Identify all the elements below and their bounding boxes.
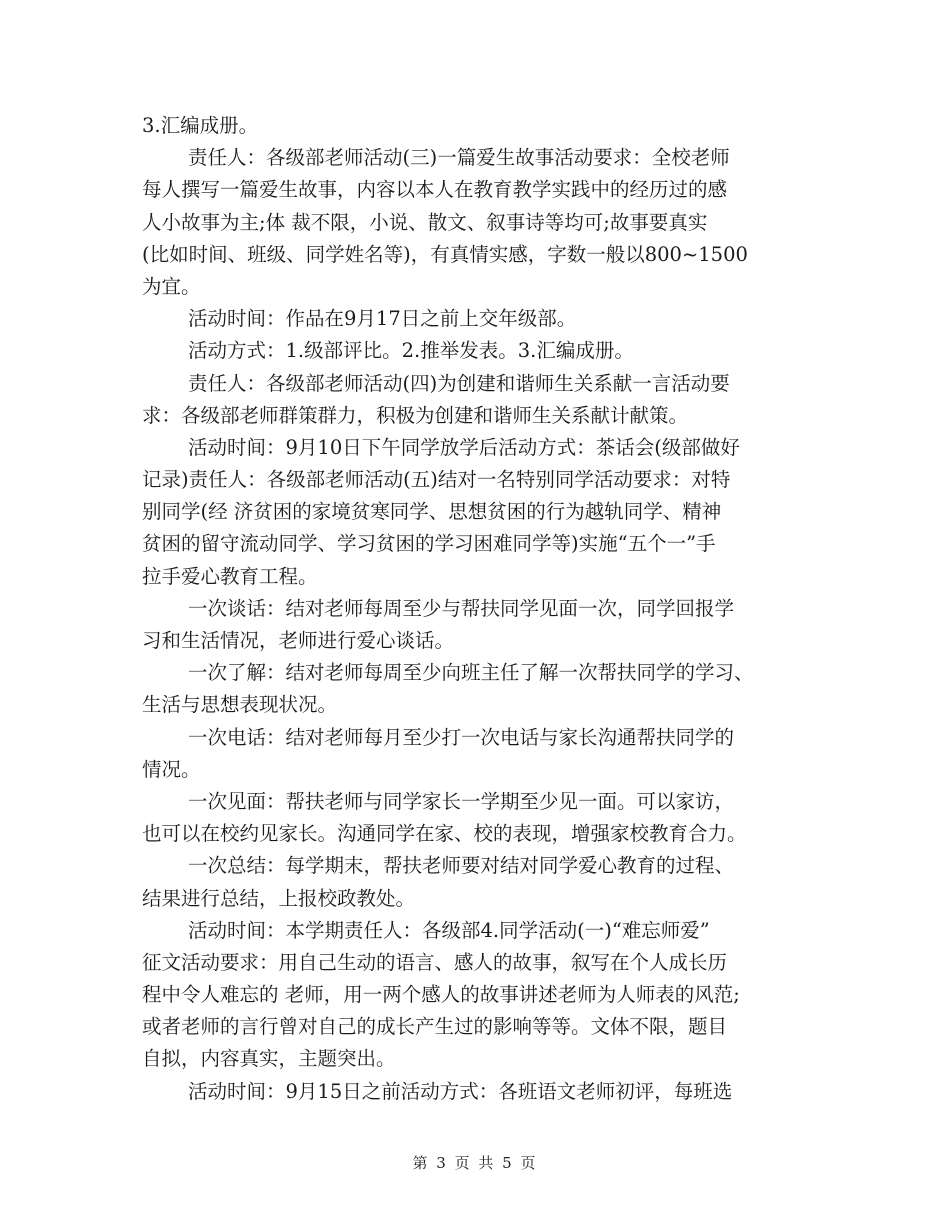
text-line: 一次电话：结对老师每月至少打一次电话与家长沟通帮扶同学的 (188, 725, 735, 749)
text-line: 自拟，内容真实，主题突出。 (142, 1047, 396, 1071)
text-line: 责任人：各级部老师活动(三)一篇爱生故事活动要求：全校老师 (188, 146, 730, 170)
text-line: 别同学(经 济贫困的家境贫寒同学、思想贫困的行为越轨同学、精神 (142, 500, 722, 524)
text-line: 责任人：各级部老师活动(四)为创建和谐师生关系献一言活动要 (188, 371, 730, 395)
text-line: 活动方式：1.级部评比。2.推举发表。3.汇编成册。 (188, 339, 634, 363)
text-line: 贫困的留守流动同学、学习贫困的学习困难同学等)实施“五个一”手 (142, 532, 716, 556)
text-line: 一次总结：每学期末，帮扶老师要对结对同学爱心教育的过程、 (188, 854, 735, 878)
text-line: 习和生活情况，老师进行爱心谈话。 (142, 629, 455, 652)
page-footer: 第 3 页 共 5 页 (412, 1154, 538, 1172)
text-line: 活动时间：本学期责任人：各级部4.同学活动(一)“难忘师爱” (188, 918, 710, 942)
text-line: 程中令人难忘的 老师，用一两个感人的故事讲述老师为人师表的风范; (142, 983, 740, 1007)
text-line: 活动时间：9月10日下午同学放学后活动方式：茶话会(级部做好 (188, 435, 740, 459)
text-line: 一次了解：结对老师每周至少向班主任了解一次帮扶同学的学习、 (188, 661, 754, 685)
text-line: 人小故事为主;体 裁不限，小说、散文、叙事诗等均可;故事要真实 (142, 210, 708, 234)
text-line: 征文活动要求：用自己生动的语言、感人的故事，叙写在个人成长历 (142, 950, 728, 974)
text-line: 求：各级部老师群策群力，积极为创建和谐师生关系献计献策。 (142, 403, 689, 427)
text-line: 生活与思想表现状况。 (142, 693, 338, 717)
text-line: 记录)责任人：各级部老师活动(五)结对一名特别同学活动要求：对特 (142, 468, 731, 492)
text-line: 3.汇编成册。 (142, 114, 259, 137)
text-line: 一次谈话：结对老师每周至少与帮扶同学见面一次，同学回报学 (188, 596, 735, 620)
text-line: (比如时间、班级、同学姓名等)，有真情实感，字数一般以800~1500 (142, 242, 748, 266)
text-line: 为宜。 (142, 274, 201, 298)
text-line: 结果进行总结，上报校政教处。 (142, 886, 416, 910)
text-line: 情况。 (142, 757, 201, 781)
text-line: 活动时间：作品在9月17日之前上交年级部。 (188, 307, 577, 331)
body-text (142, 110, 822, 1108)
text-line: 也可以在校约见家长。沟通同学在家、校的表现，增强家校教育合力。 (142, 822, 747, 846)
text-line: 拉手爱心教育工程。 (142, 564, 318, 588)
text-line: 每人撰写一篇爱生故事，内容以本人在教育教学实践中的经历过的感 (142, 178, 728, 202)
text-line: 活动时间：9月15日之前活动方式：各班语文老师初评，每班选 (188, 1079, 733, 1103)
text-line: 一次见面：帮扶老师与同学家长一学期至少见一面。可以家访， (188, 789, 735, 813)
document-body (142, 110, 822, 1108)
text-line: 或者老师的言行曾对自己的成长产生过的影响等等。文体不限，题目 (142, 1015, 728, 1039)
